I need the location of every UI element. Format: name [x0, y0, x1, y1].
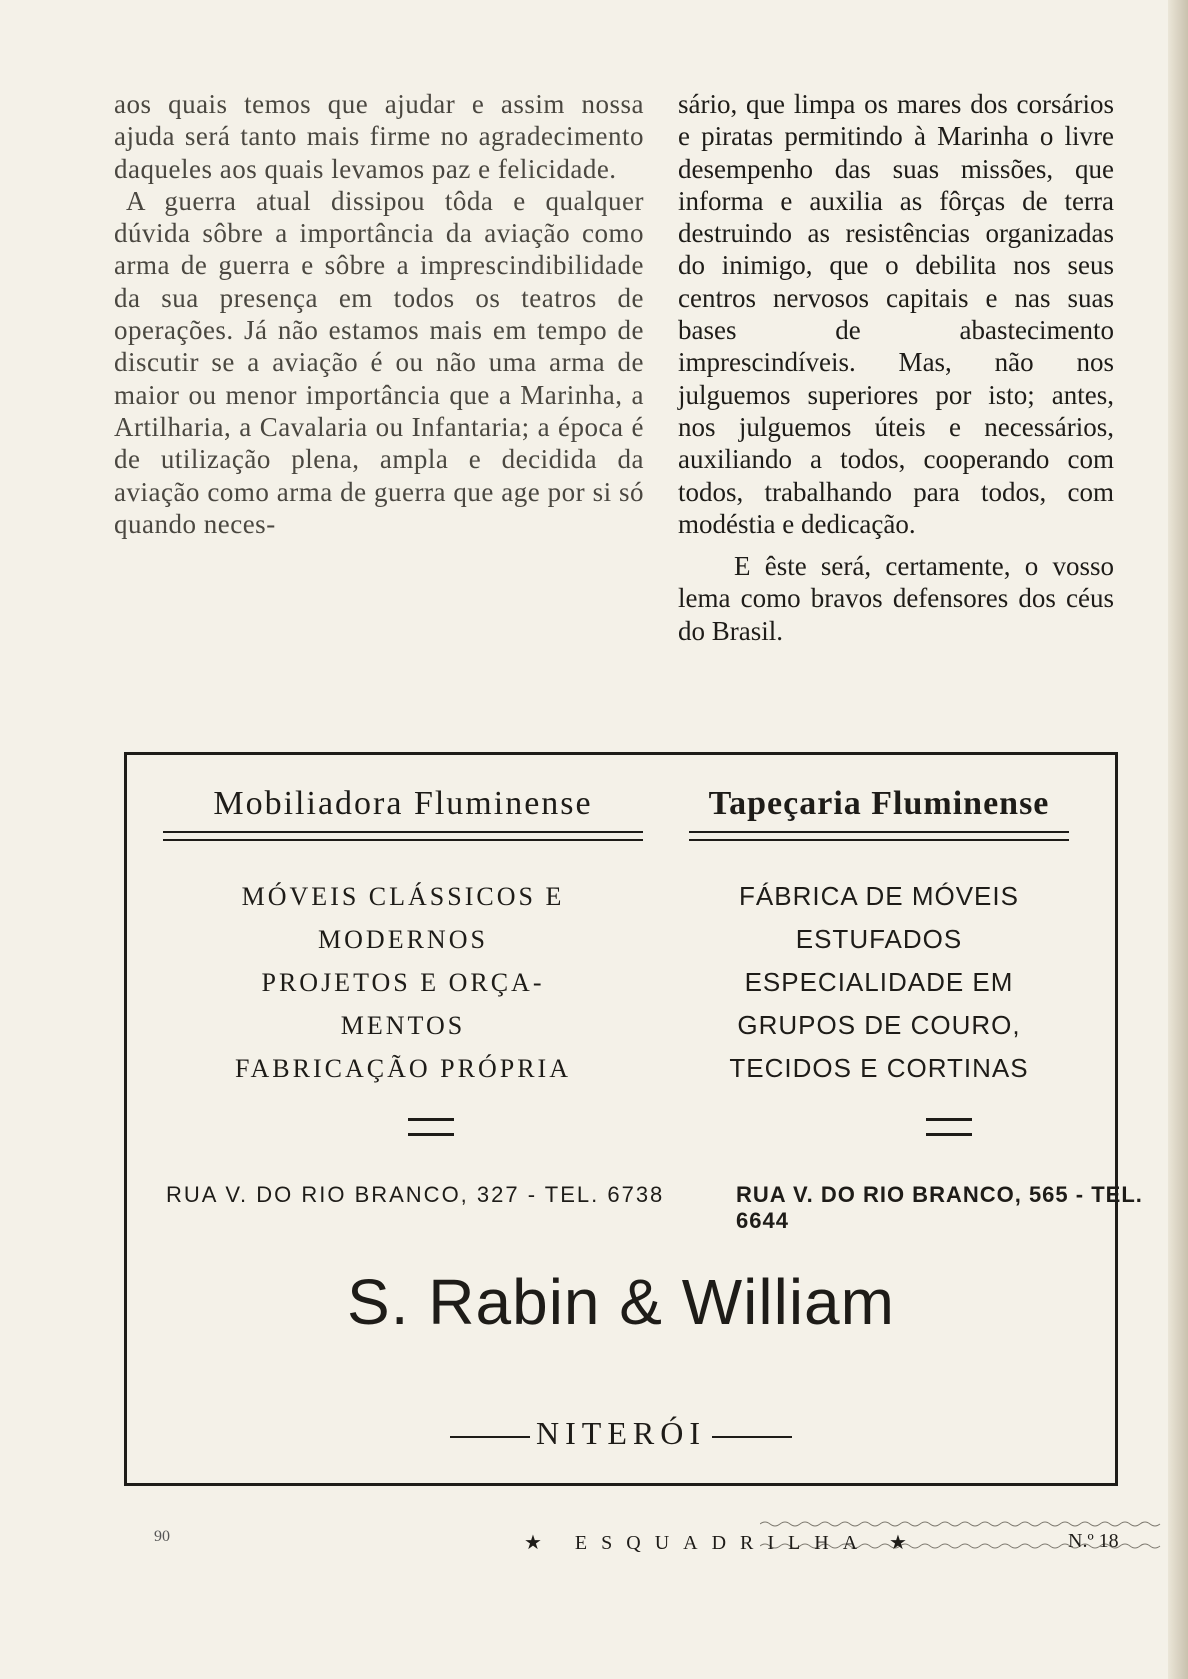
ad-service-line: FÁBRICA DE MÓVEIS — [739, 881, 1019, 911]
page-edge — [1168, 0, 1188, 1679]
issue-number: N.º 18 — [1068, 1530, 1119, 1552]
ad-service-line: MENTOS — [340, 1011, 466, 1040]
article-left-column — [114, 88, 644, 540]
title-underline — [163, 831, 643, 841]
title-underline — [689, 831, 1069, 841]
ad-services — [689, 875, 1069, 1090]
ad-tapecaria — [689, 785, 1069, 1090]
article-right-column — [678, 88, 1114, 647]
article-paragraph: sário, que limpa os mares dos corsários e piratas permitindo à Marinha o livre desempenho das suas missões, que informa e auxilia as fôrças de terra destruindo as resistências organizadas do inimigo, que o debilita nos seus centros nervosos capitais e nas suas bases de abastecimento imprescindíveis. Mas, não nos julguemos superiores por isto; antes, nos julguemos úteis e necessários, auxiliando a todos, cooperando com todos, trabalhando para todos, com modéstia e dedicação. — [678, 89, 1114, 539]
company-name: S. Rabin & William — [347, 1266, 895, 1338]
dash-rule — [450, 1436, 530, 1438]
ad-address: RUA V. DO RIO BRANCO, 327 - TEL. 6738 — [166, 1182, 665, 1207]
ad-service-line: FABRICAÇÃO PRÓPRIA — [235, 1054, 571, 1083]
ad-service-line: GRUPOS DE COURO, — [737, 1010, 1021, 1040]
city-name: NITERÓI — [536, 1415, 706, 1451]
ad-title: Mobiliadora Fluminense — [213, 785, 593, 822]
ad-service-line: MODERNOS — [318, 925, 488, 954]
ad-service-line: MÓVEIS CLÁSSICOS E — [241, 882, 565, 911]
article-paragraph: E êste será, certamente, o vosso lema como bravos defensores dos céus do Brasil. — [678, 551, 1114, 646]
ad-service-line: TECIDOS E CORTINAS — [729, 1053, 1029, 1083]
equals-divider — [408, 1118, 454, 1136]
ad-service-line: ESPECIALIDADE EM — [744, 967, 1014, 997]
ad-service-line: ESTUFADOS — [795, 924, 963, 954]
ad-title: Tapeçaria Fluminense — [708, 785, 1050, 822]
article-paragraph: aos quais temos que ajudar e assim nossa ajuda será tanto mais firme no agradecimento daqueles aos quais levamos paz e felicidade. — [114, 89, 644, 184]
equals-divider — [926, 1118, 972, 1136]
article-paragraph: A guerra atual dissipou tôda e qualquer dúvida sôbre a importância da aviação como arma de guerra e sôbre a imprescindibilidade da sua presença em todos os teatros de operações. Já não estamos mais em tempo de discutir se a aviação é ou não uma arma de maior ou menor importância que a Marinha, a Artilharia, a Cavalaria ou Infantaria; a época é de utilização plena, ampla e decidida da aviação como arma de guerra que age por si só quando neces- — [114, 185, 644, 539]
ad-service-line: PROJETOS E ORÇA- — [261, 968, 545, 997]
page-number: 90 — [154, 1528, 170, 1545]
magazine-title: ★ ESQUADRILHA ★ — [524, 1532, 921, 1554]
ad-address: RUA V. DO RIO BRANCO, 565 - TEL. 6644 — [736, 1182, 1143, 1233]
dash-rule — [712, 1436, 792, 1438]
ad-services — [163, 875, 643, 1090]
city-line — [124, 1415, 1118, 1452]
ad-mobiliadora — [163, 785, 643, 1090]
